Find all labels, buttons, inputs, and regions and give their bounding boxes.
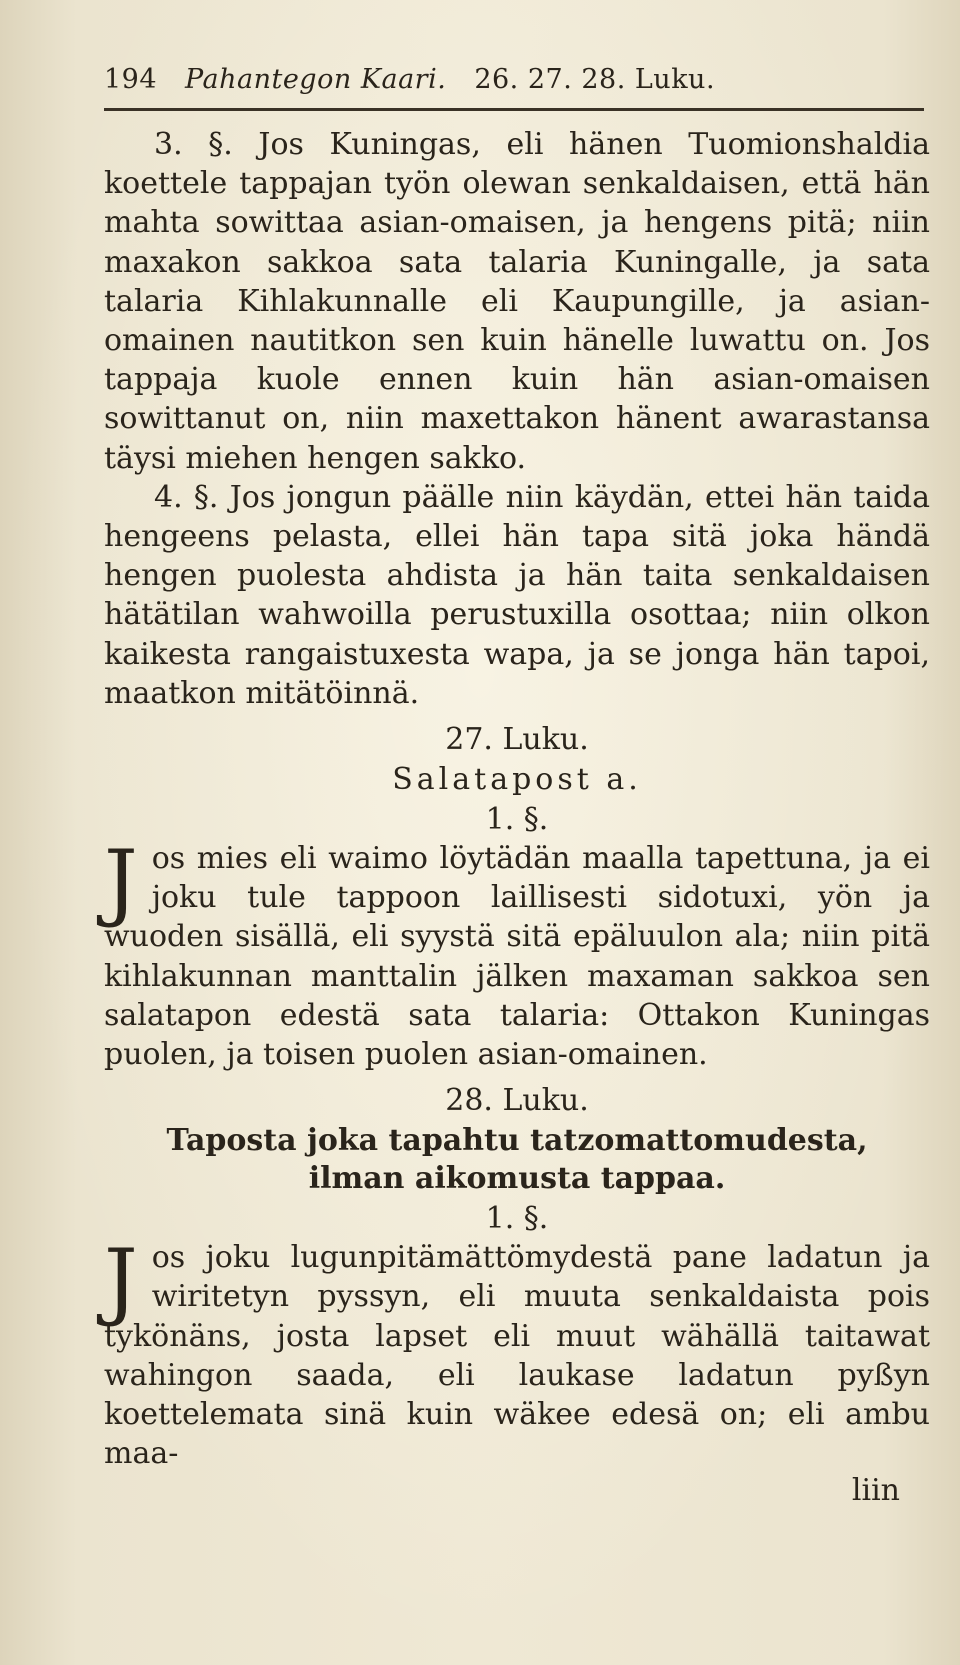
running-chapters: 26. 27. 28. Luku.: [474, 64, 716, 95]
chapter-28-title-line-2: ilman aikomusta tappaa.: [308, 1161, 726, 1197]
chapter-28-text: os joku lugunpitämättömydestä pane ladatun ja wiritetyn pyssyn, eli muuta senkaldaista pois tykönäns, josta lapset eli muut wähällä taitawat wahingon saada, eli laukase ladatun pyßyn koettelemata sinä kuin wäkee edesä on; eli ambu maa-: [104, 1240, 930, 1472]
running-header: [104, 64, 930, 104]
chapter-28-title-line-1: Taposta joka tapahtu tatzomattomudesta,: [166, 1123, 868, 1159]
paragraph-section-3: 3. §. Jos Kuningas, eli hänen Tuomionshaldia koettele tappajan työn olewan senkaldaisen, että hän mahta sowittaa asian-omaisen, ja hengens pitä; niin maxakon sakkoa sata talaria Kuningalle, ja sata talaria Kihlakunnalle eli Kaupungille, ja asian-omainen nautitkon sen kuin hänelle luwattu on. Jos tappaja kuole ennen kuin hän asian-omaisen sowittanut on, niin maxettakon hänent awarastansa täysi miehen hengen sakko.: [104, 127, 930, 476]
drop-cap-letter: J: [104, 832, 138, 931]
chapter-27-section-mark: 1. §.: [485, 802, 549, 838]
chapter-28-section-mark: 1. §.: [485, 1201, 549, 1237]
chapter-27-paragraph: [104, 832, 930, 1074]
catchword: liin: [851, 1473, 900, 1509]
chapter-27-title: Salatapost a.: [392, 762, 642, 798]
chapter-27-heading: 27. Luku.: [445, 722, 589, 758]
chapter-28-heading: 28. Luku.: [445, 1083, 589, 1119]
chapter-28-paragraph: [104, 1231, 930, 1473]
drop-cap-letter: J: [104, 1231, 138, 1330]
chapter-27-text: os mies eli waimo löytädän maalla tapettuna, ja ei joku tule tappoon laillisesti sidotuxi, yön ja wuoden sisällä, eli syystä sitä epäluulon ala; niin pitä kihlakunnan manttalin jälken maxaman sakkoa sen salatapon edestä sata talaria: Ottakon Kuningas puolen, ja toisen puolen asian-omainen.: [104, 841, 930, 1073]
running-title: Pahantegon Kaari.: [185, 64, 447, 95]
header-rule: [104, 108, 924, 111]
paragraph-section-4: 4. §. Jos jongun päälle niin käydän, ettei hän taida hengeens pelasta, ellei hän tapa sitä joka händä hengen puolesta ahdista ja hän taita senkaldaisen hätätilan wahwoilla perustuxilla osottaa; niin olkon kaikesta rangaistuxesta wapa, ja se jonga hän tapoi, maatkon mitätöinnä.: [104, 479, 930, 711]
page-number: 194: [104, 64, 158, 95]
